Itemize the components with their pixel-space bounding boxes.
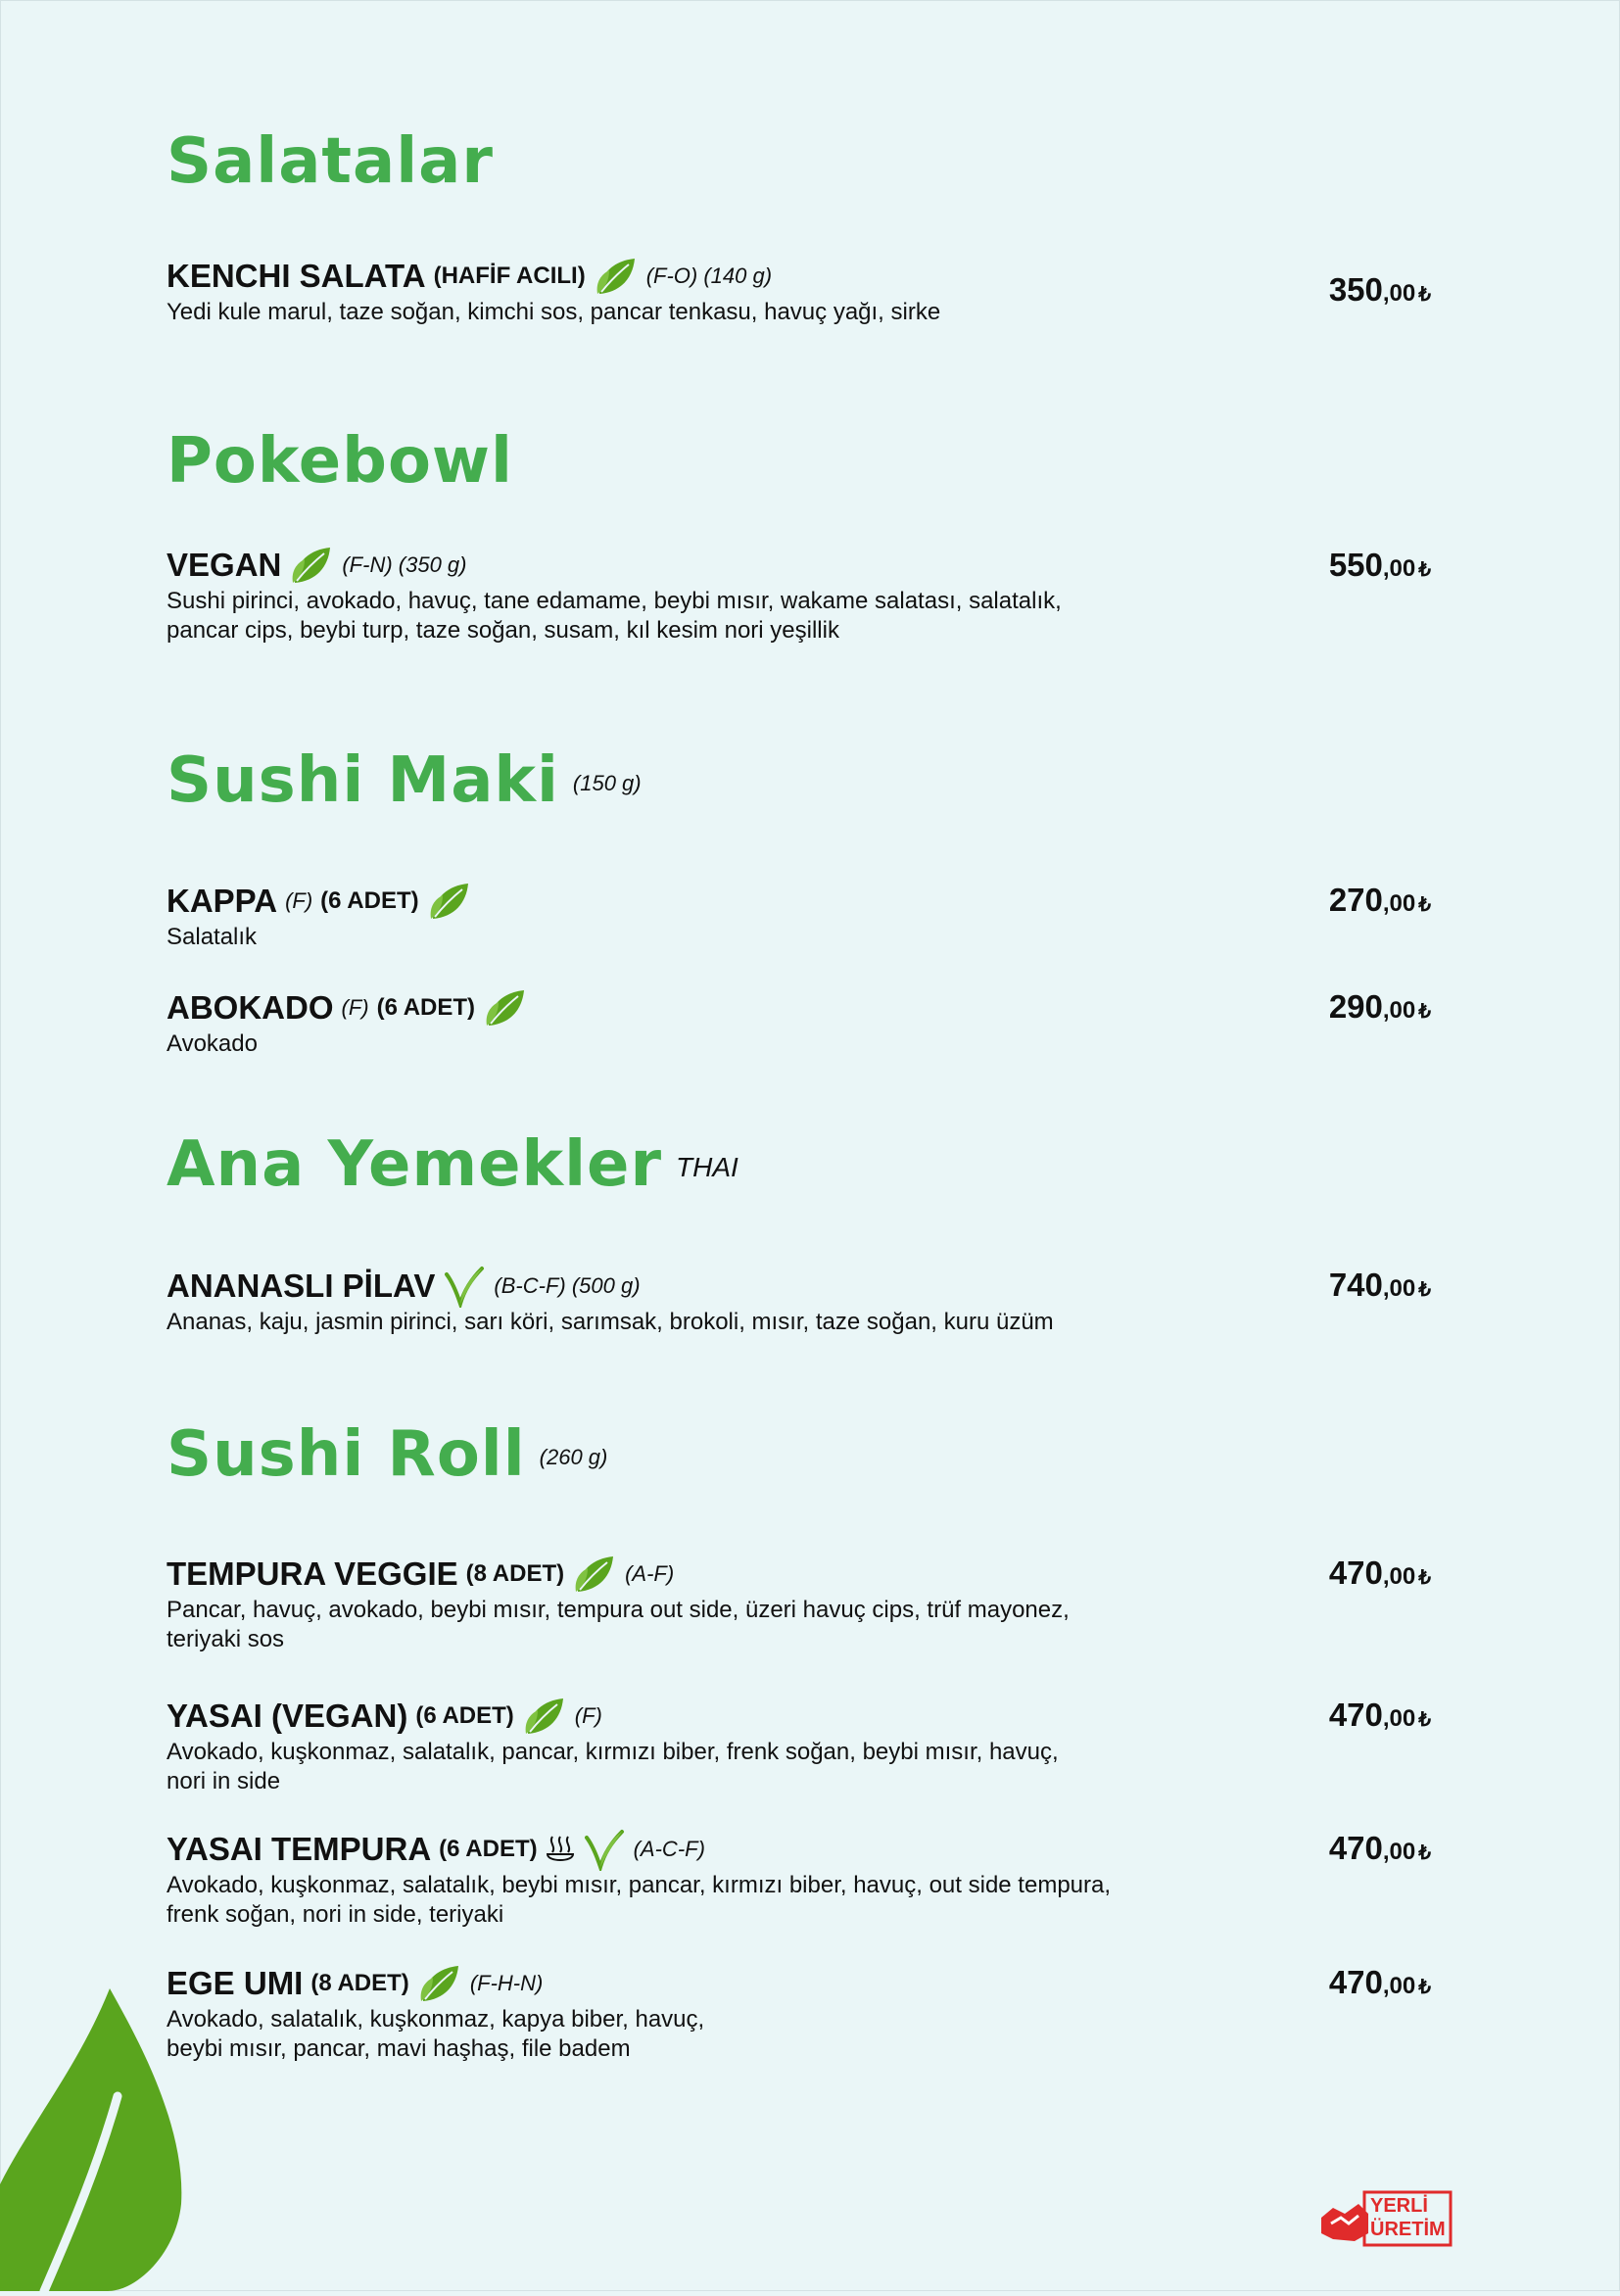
currency-symbol: ₺ (1418, 284, 1431, 306)
item-name: EGE UMI (167, 1965, 304, 2001)
item-description: Avokado (167, 1030, 258, 1057)
section-title-sushi-roll: Sushi Roll (260 g) (167, 1418, 608, 1491)
price-decimals: ,00 (1382, 280, 1416, 307)
price-decimals: ,00 (1382, 1275, 1416, 1302)
price-kappa (1318, 882, 1431, 919)
item-description-line-1: Avokado, kuşkonmaz, salatalık, beybi mısır, pancar, kırmızı biber, havuç, out side tempura, (167, 1872, 1112, 1898)
item-description-line-2: beybi mısır, pancar, mavi haşhaş, file badem (167, 2035, 631, 2062)
item-description-line-2: teriyaki sos (167, 1626, 285, 1652)
menu-item-kenchi-salata (167, 255, 1440, 327)
section-note: (150 g) (572, 771, 642, 796)
item-name: YASAI TEMPURA (167, 1831, 432, 1867)
item-tag: (A-C-F) (633, 1837, 705, 1861)
price-yasai-vegan (1318, 1697, 1431, 1734)
price-decimals: ,00 (1382, 890, 1416, 917)
price-decimals: ,00 (1382, 997, 1416, 1024)
vegetarian-v-icon (443, 1265, 486, 1308)
item-description-line-1: Pancar, havuç, avokado, beybi mısır, tempura out side, üzeri havuç cips, trüf mayonez, (167, 1597, 1070, 1623)
menu-item-vegan (167, 544, 1440, 646)
price-tempura-veggie (1318, 1555, 1431, 1592)
section-title-salatalar: Salatalar (167, 125, 494, 198)
item-description-line-1: Avokado, salatalık, kuşkonmaz, kapya biber, havuç, (167, 2006, 705, 2033)
item-description-line-1: Avokado, kuşkonmaz, salatalık, pancar, kırmızı biber, frenk soğan, beybi mısır, havuç, (167, 1739, 1059, 1765)
item-tag: (F) (285, 888, 313, 913)
price-yasai-tempura (1318, 1830, 1431, 1867)
price-value: 470 (1328, 1697, 1383, 1733)
section-note: (260 g) (539, 1445, 608, 1470)
currency-symbol: ₺ (1418, 1709, 1431, 1731)
item-description: Salatalık (167, 924, 258, 950)
menu-item-kappa (167, 880, 1440, 952)
item-tag: (A-F) (625, 1561, 675, 1586)
item-qualifier: (6 ADET) (415, 1702, 514, 1729)
menu-item-abokado (167, 986, 1440, 1059)
leaf-icon (572, 1553, 617, 1596)
item-tag: (F-O) (140 g) (645, 263, 773, 288)
item-qualifier: (6 ADET) (439, 1836, 538, 1862)
item-description-line-2: pancar cips, beybi turp, taze soğan, susam, kıl kesim nori yeşillik (167, 617, 839, 644)
leaf-icon (483, 986, 528, 1029)
price-value: 470 (1328, 1830, 1383, 1866)
item-description: Yedi kule marul, taze soğan, kimchi sos, pancar tenkasu, havuç yağı, sirke (167, 299, 941, 325)
item-tag: (F-N) (350 g) (342, 552, 467, 577)
price-value: 740 (1328, 1267, 1383, 1303)
price-value: 290 (1328, 988, 1383, 1025)
item-name: TEMPURA VEGGIE (167, 1555, 458, 1592)
price-value: 470 (1328, 1555, 1383, 1591)
item-name: KENCHI SALATA (167, 258, 426, 294)
section-note: THAI (676, 1152, 739, 1183)
currency-symbol: ₺ (1418, 1977, 1431, 1998)
item-tag: (F) (341, 995, 369, 1020)
price-value: 550 (1328, 547, 1383, 583)
item-name: ABOKADO (167, 989, 334, 1026)
leaf-icon (522, 1695, 567, 1738)
item-qualifier: (8 ADET) (465, 1560, 565, 1587)
currency-symbol: ₺ (1418, 1567, 1431, 1589)
price-value: 470 (1328, 1964, 1383, 2000)
badge-line-2: ÜRETİM (1370, 2219, 1446, 2240)
price-decimals: ,00 (1382, 1563, 1416, 1590)
item-qualifier: (HAFİF ACILI) (433, 263, 586, 289)
item-name: VEGAN (167, 547, 282, 583)
item-tag: (F-H-N) (469, 1971, 544, 1995)
decorative-leaf-icon (0, 1979, 196, 2291)
menu-item-yasai-tempura (167, 1828, 1440, 1930)
item-description-line-1: Sushi pirinci, avokado, havuç, tane edamame, beybi mısır, wakame salatası, salatalık, (167, 588, 1062, 614)
price-value: 350 (1328, 271, 1383, 308)
price-ege-umi (1318, 1964, 1431, 2001)
item-tag: (F) (574, 1703, 602, 1728)
leaf-icon (417, 1962, 462, 2005)
price-vegan (1318, 547, 1431, 584)
item-name: KAPPA (167, 883, 278, 919)
badge-line-1: YERLİ (1370, 2195, 1428, 2217)
item-qualifier: (6 ADET) (376, 994, 476, 1021)
currency-symbol: ₺ (1418, 894, 1431, 916)
price-decimals: ,00 (1382, 1705, 1416, 1732)
item-name: ANANASLI PİLAV (167, 1268, 436, 1304)
section-title-sushi-maki: Sushi Maki (150 g) (167, 744, 642, 817)
item-description-line-2: nori in side (167, 1768, 281, 1794)
section-title-pokebowl: Pokebowl (167, 425, 513, 498)
price-decimals: ,00 (1382, 1839, 1416, 1865)
price-decimals: ,00 (1382, 1973, 1416, 1999)
hot-steam-icon (546, 1833, 575, 1866)
price-abokado (1318, 988, 1431, 1026)
item-description: Ananas, kaju, jasmin pirinci, sarı köri, sarımsak, brokoli, mısır, taze soğan, kuru üzüm (167, 1309, 1054, 1335)
menu-item-yasai-vegan (167, 1695, 1440, 1796)
price-value: 270 (1328, 882, 1383, 918)
item-description-line-2: frenk soğan, nori in side, teriyaki (167, 1901, 504, 1928)
menu-item-tempura-veggie (167, 1553, 1440, 1654)
menu-item-ananasli-pilav (167, 1265, 1440, 1337)
item-tag: (B-C-F) (500 g) (494, 1273, 641, 1298)
price-decimals: ,00 (1382, 555, 1416, 582)
currency-symbol: ₺ (1418, 1279, 1431, 1301)
item-name: YASAI (VEGAN) (167, 1698, 408, 1734)
menu-item-ege-umi (167, 1962, 1440, 2064)
currency-symbol: ₺ (1418, 559, 1431, 581)
price-ananasli-pilav (1318, 1267, 1431, 1304)
yerli-uretim-badge (1319, 2190, 1453, 2247)
badge-text (1370, 2194, 1446, 2241)
item-qualifier: (6 ADET) (320, 887, 419, 914)
leaf-icon (289, 544, 334, 587)
currency-symbol: ₺ (1418, 1842, 1431, 1864)
leaf-icon (594, 255, 639, 298)
vegetarian-v-icon (583, 1828, 626, 1871)
section-title-ana-yemekler: Ana Yemekler THAI (167, 1128, 739, 1201)
item-qualifier: (8 ADET) (310, 1970, 409, 1996)
currency-symbol: ₺ (1418, 1001, 1431, 1023)
leaf-icon (427, 880, 472, 923)
price-kenchi-salata (1318, 271, 1431, 309)
